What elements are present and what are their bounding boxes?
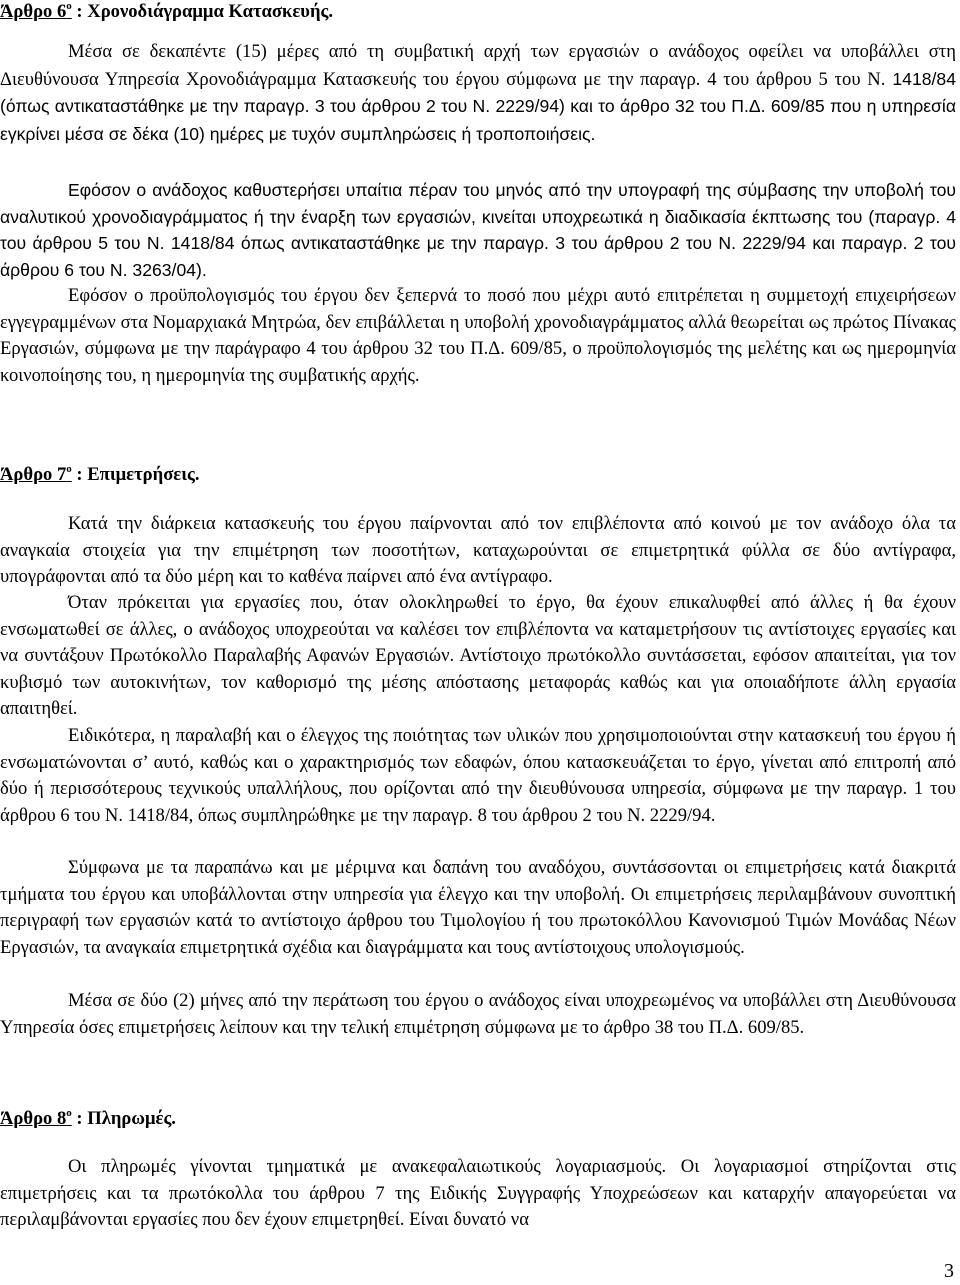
page-number: 3 — [944, 1260, 954, 1282]
article-6-paragraph-3: Εφόσον ο προϋπολογισμός του έργου δεν ξεπερνά το ποσό που μέχρι αυτό επιτρέπεται η συμμετοχή επιχειρήσεων εγγεγραμμένων στα Νομαρχιακά Μητρώα, δεν επιβάλλεται η υποβολή χρονοδιαγράμματος αλλά θεωρείται ως πρώτος Πίνακας Εργασιών, σύμφωνα με την παράγραφο 4 του άρθρου 32 του Π.Δ. 609/85, ο προϋπολογισμός της μελέτης και ως ημερομηνία κοινοποίησης του, η ημερομηνία της συμβατικής αρχής. — [0, 285, 956, 386]
article-6-title-rest: : Χρονοδιάγραμμα Κατασκευής. — [71, 1, 333, 22]
article-8-title-rest: : Πληρωμές. — [71, 1108, 176, 1129]
article-7-title-prefix: Άρθρο $7^o$ — [0, 462, 72, 485]
article-8-paragraph-1: Οι πληρωμές γίνονται τμηματικά με ανακεφαλαιωτικούς λογαριασμούς. Οι λογαριασμοί στηρίζονται στις επιμετρήσεις και τα πρωτόκολλα του άρθρου 7 της Ειδικής Συγγραφής Υποχρεώσεων και καταρχήν απαγορεύεται να περιλαμβάνονται εργασίες που δεν έχουν επιμετρηθεί. Είναι δυνατό να — [0, 1156, 956, 1230]
article-8-heading — [0, 1106, 176, 1133]
article-7-title-rest: : Επιμετρήσεις. — [71, 464, 200, 485]
article-8-title-prefix: Άρθρο $8^o$ — [0, 1106, 72, 1129]
article-7-paragraph-5: Μέσα σε δύο (2) μήνες από την περάτωση του έργου ο ανάδοχος είναι υποχρεωμένος να υποβάλλει στη Διευθύνουσα Υπηρεσία όσες επιμετρήσεις λείπουν και την τελική επιμέτρηση σύμφωνα με το άρθρο 38 του Π.Δ. 609/85. — [0, 990, 956, 1038]
article-7-paragraph-3: Ειδικότερα, η παραλαβή και ο έλεγχος της ποιότητας των υλικών που χρησιμοποιούνται στην κατασκευή του έργου ή ενσωματώνονται σ’ αυτό, καθώς και ο χαρακτηρισμός των εδαφών, όπου κατασκευάζεται το έργο, γίνεται από επιτροπή από δύο ή περισσότερους τεχνικούς υπαλλήλους, που ορίζονται από την διευθύνουσα υπηρεσία, σύμφωνα με την παραγρ. 1 του άρθρου 6 του Ν. 1418/84, όπως συμπληρώθηκε με την παραγρ. 8 του άρθρου 2 του Ν. 2229/94. — [0, 725, 956, 826]
article-6-paragraph-1 — [0, 39, 956, 148]
article-6-paragraph-1-part-b: 1418/84 (όπως αντικαταστάθηκε με την παραγρ. 3 του άρθρου 2 του Ν. 2229/94) και το άρθρο 32 του Π.Δ. 609/85 που η υπηρεσία εγκρίνει μέσα σε δέκα (10) ημέρες με τυχόν συμπληρώσεις ή τροποποιήσεις. — [0, 68, 956, 144]
article-6-paragraph-1-part-a: Μέσα σε δεκαπέντε (15) μέρες από τη συμβατική αρχή των εργασιών ο ανάδοχος οφείλει να υποβάλλει στη Διευθύνουσα Υπηρεσία Χρονοδιάγραμμα Κατασκευής του έργου σύμφωνα με την παραγρ. 4 του άρθρου 5 του Ν. — [0, 41, 956, 90]
article-6-paragraph-2: Εφόσον ο ανάδοχος καθυστερήσει υπαίτια πέραν του μηνός από την υπογραφή της σύμβασης την υποβολή του αναλυτικού χρονοδιαγράμματος ή την έναρξη των εργασιών, κινείται υποχρεωτικά η διαδικασία έκπτωσης του (παραγρ. 4 του άρθρου 5 του Ν. 1418/84 όπως αντικαταστάθηκε με την παραγρ. 3 του άρθρου 2 του Ν. 2229/94 και παραγρ. 2 του άρθρου 6 του Ν. 3263/04). — [0, 180, 956, 280]
article-7-heading — [0, 462, 200, 489]
article-7-paragraph-1: Κατά την διάρκεια κατασκευής του έργου παίρνονται από τον επιβλέποντα από κοινού με τον ανάδοχο όλα τα αναγκαία στοιχεία για την επιμέτρηση των ποσοτήτων, καταχωρούνται σε επιμετρητικά φύλλα σε δύο αντίγραφα, υπογράφονται από τα δύο μέρη και το καθένα παίρνει από ένα αντίγραφο. — [0, 513, 956, 587]
article-6-heading — [0, 0, 333, 26]
article-7-paragraph-4: Σύμφωνα με τα παραπάνω και με μέριμνα και δαπάνη του αναδόχου, συντάσσονται οι επιμετρήσεις κατά διακριτά τμήματα του έργου και υποβάλλονται στην υπηρεσία για έλεγχο και την υποβολή. Οι επιμετρήσεις περιλαμβάνουν συνοπτική περιγραφή των εργασιών κατά το αντίστοιχο άρθρου του Τιμολογίου ή του πρωτοκόλλου Κανονισμού Τιμών Μονάδας Νέων Εργασιών, τα αναγκαία επιμετρητικά σχέδια και διαγράμματα και τους αντίστοιχους υπολογισμούς. — [0, 857, 956, 958]
article-7-paragraph-2: Όταν πρόκειται για εργασίες που, όταν ολοκληρωθεί το έργο, θα έχουν επικαλυφθεί από άλλες ή θα έχουν ενσωματωθεί σε άλλες, ο ανάδοχος υποχρεούται να καλέσει τον επιβλέποντα να καταμετρήσουν τις αντίστοιχες εργασίες και να συντάξουν Πρωτόκολλο Παραλαβής Αφανών Εργασιών. Αντίστοιχο πρωτόκολλο συντάσσεται, εφόσον απαιτείται, για τον κυβισμό των αυτοκινήτων, τον καθορισμό της μέσης απόστασης μεταφοράς καθώς και για οποιαδήποτε άλλη εργασία απαιτηθεί. — [0, 592, 956, 719]
article-6-title-prefix: Άρθρο $6^o$ — [0, 0, 72, 22]
